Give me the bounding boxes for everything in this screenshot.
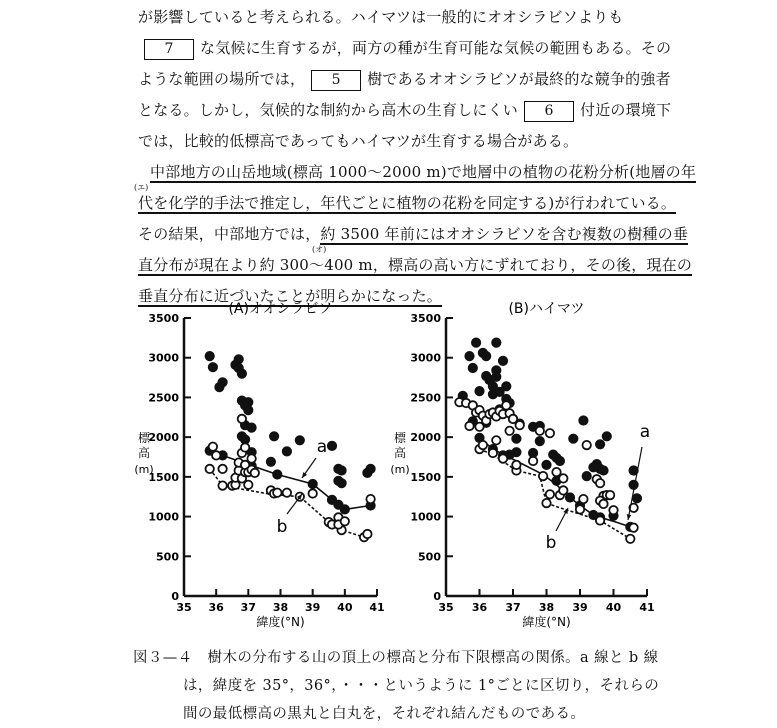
chart-a-filled-point bbox=[309, 480, 317, 488]
underline-o-part2: 直分布が現在より約 300〜400 m，標高の高い方にずれており，その後，現在の bbox=[138, 256, 693, 274]
chart-b-arrowhead-a bbox=[627, 514, 632, 520]
chart-b-open-point bbox=[546, 490, 554, 498]
chart-b-filled-point bbox=[465, 352, 473, 360]
chart-b-filled-point bbox=[492, 373, 500, 381]
chart-a-open-point bbox=[212, 451, 220, 459]
chart-b-open-point bbox=[609, 506, 617, 514]
chart-a-x-tick-label: 36 bbox=[208, 601, 224, 614]
chart-a-filled-point bbox=[206, 352, 214, 360]
body-line-2-text: な気候に生育するが，両方の種が生育可能な気候の範囲もある。その bbox=[200, 39, 672, 57]
chart-b-x-tick-label: 38 bbox=[538, 601, 555, 614]
chart-b-filled-point bbox=[542, 461, 550, 469]
chart-b-filled-point bbox=[469, 364, 477, 372]
chart-a-y-tick-label: 3500 bbox=[148, 312, 179, 325]
chart-a-y-tick-label: 500 bbox=[156, 550, 179, 564]
chart-a-open-point bbox=[206, 465, 214, 473]
chart-b-filled-point bbox=[492, 338, 500, 346]
chart-a-y-tick-label: 2000 bbox=[148, 431, 179, 445]
chart-b-open-point bbox=[499, 454, 507, 462]
chart-b-y-tick-label: 2000 bbox=[410, 431, 441, 445]
chart-a-filled-point bbox=[283, 447, 291, 455]
chart-a-filled-point bbox=[337, 466, 345, 474]
caption-line-2: は，緯度を 35°，36°，・・・というように 1°ごとに区切り，それらの bbox=[183, 678, 660, 694]
chart-b-open-point bbox=[512, 461, 520, 469]
chart-b-open-point bbox=[629, 524, 637, 532]
chart-a-filled-point bbox=[209, 363, 217, 371]
chart-b-open-point bbox=[552, 468, 560, 476]
chart-a-x-tick-label: 35 bbox=[176, 601, 192, 614]
chart-b-filled-point bbox=[566, 493, 574, 501]
chart-a-y-tick-label: 3000 bbox=[148, 351, 179, 365]
chart-b-open-point bbox=[529, 457, 537, 465]
chart-b-filled-point bbox=[536, 437, 544, 445]
marker-e: (エ) bbox=[134, 183, 149, 192]
body-line-3-pre: ような範囲の場所では， bbox=[138, 70, 306, 88]
chart-a-open-point bbox=[218, 465, 226, 473]
chart-b-annotation-b: b bbox=[545, 533, 557, 553]
chart-a-filled-point bbox=[267, 458, 275, 466]
chart-b-open-point bbox=[479, 441, 487, 449]
chart-a-y-axis-label-char1: 標 bbox=[137, 431, 151, 445]
chart-a-y-tick-label: 1500 bbox=[148, 470, 179, 484]
chart-a-arrowhead-a bbox=[302, 472, 307, 478]
chart-b-y-tick-label: 1500 bbox=[410, 470, 441, 484]
chart-b-open-point bbox=[559, 474, 567, 482]
chart-a-open-point bbox=[209, 443, 217, 451]
chart-b-filled-point bbox=[512, 448, 520, 456]
chart-a-open-point bbox=[251, 469, 259, 477]
chart-a-open-point bbox=[341, 517, 349, 525]
chart-b-open-point bbox=[465, 422, 473, 430]
chart-b-open-point bbox=[546, 429, 554, 437]
chart-b-title: (B)ハイマツ bbox=[508, 301, 585, 317]
chart-a-open-point bbox=[283, 489, 291, 497]
chart-b-annotation-a: a bbox=[639, 422, 651, 442]
chart-a-open-point bbox=[309, 489, 317, 497]
blank-box-5: 5 bbox=[311, 70, 361, 91]
chart-a-y-tick-label: 2500 bbox=[148, 391, 179, 405]
chart-b-open-point bbox=[626, 535, 634, 543]
chart-a-filled-point bbox=[247, 423, 255, 431]
chart-b-open-point bbox=[579, 495, 587, 503]
chart-a-filled-point bbox=[273, 470, 281, 478]
chart-b-filled-point bbox=[475, 387, 483, 395]
underline-e-part1: 中部地方の山岳地域(標高 1000〜2000 m)で地層中の植物の花粉分析(地層の年 bbox=[150, 163, 697, 181]
chart-b-filled-point bbox=[603, 432, 611, 440]
chart-b-filled-point bbox=[633, 494, 641, 502]
chart-b-open-point bbox=[516, 421, 524, 429]
chart-b-open-point bbox=[505, 427, 513, 435]
chart-b-y-tick-label: 3500 bbox=[410, 312, 441, 325]
chart-b-y-tick-label: 3000 bbox=[410, 351, 441, 365]
chart-a-y-axis-label-unit: (m) bbox=[134, 463, 154, 476]
chart-a-x-tick-label: 39 bbox=[305, 601, 321, 614]
chart-b-filled-point bbox=[499, 357, 507, 365]
underline-o-part3: 垂直分布に近づいたことが明らかになった。 bbox=[138, 287, 443, 305]
chart-b-filled-point bbox=[583, 472, 591, 480]
chart-b-open-point bbox=[492, 436, 500, 444]
chart-b-x-tick-label: 36 bbox=[471, 601, 488, 614]
chart-a-title: (A)オオシラビソ bbox=[228, 301, 333, 317]
body-line-8-pre: その結果，中部地方では， bbox=[138, 225, 321, 243]
chart-b-open-point bbox=[475, 423, 483, 431]
chart-b-y-tick-label: 0 bbox=[433, 590, 441, 603]
body-line-1: が影響していると考えられる。ハイマツは一般的にオオシラビソよりも bbox=[138, 8, 624, 26]
caption-text-1: 樹木の分布する山の頂上の標高と分布下限標高の関係。a 線と b 線 bbox=[207, 650, 659, 666]
chart-a-open-point bbox=[273, 489, 281, 497]
chart-b-x-tick-label: 37 bbox=[505, 601, 521, 614]
chart-b-y-tick-label: 1000 bbox=[410, 510, 441, 524]
chart-b-open-point bbox=[576, 505, 584, 513]
chart-a-x-tick-label: 41 bbox=[369, 601, 385, 614]
chart-b-y-axis-label-char1: 標 bbox=[393, 431, 407, 445]
chart-b-y-axis-label-unit: (m) bbox=[390, 463, 410, 476]
chart-a-open-point bbox=[247, 454, 255, 462]
chart-b-open-point bbox=[559, 486, 567, 494]
chart-b-filled-point bbox=[599, 466, 607, 474]
underline-o-part1: 約 3500 年前にはオオシラビソを含む複数の樹種の垂 bbox=[320, 225, 689, 243]
chart-b-filled-point bbox=[596, 440, 604, 448]
chart-b-open-point bbox=[489, 449, 497, 457]
caption-line-3: 間の最低標高の黒丸と白丸を，それぞれ結んだものである。 bbox=[183, 706, 586, 722]
caption-line-1 bbox=[133, 648, 658, 668]
chart-b-open-point bbox=[596, 479, 604, 487]
chart-b-open-point bbox=[539, 472, 547, 480]
chart-b-open-point bbox=[596, 516, 604, 524]
chart-a-y-axis-label-char2: 高 bbox=[137, 446, 151, 460]
chart-b-filled-point bbox=[472, 338, 480, 346]
chart-a-filled-point bbox=[270, 432, 278, 440]
blank-box-7: 7 bbox=[144, 39, 194, 60]
chart-a-filled-point bbox=[341, 505, 349, 513]
chart-a-x-axis-label: 緯度(°N) bbox=[256, 615, 305, 629]
chart-a-y-tick-label: 0 bbox=[171, 590, 179, 603]
chart-b-x-tick-label: 41 bbox=[639, 601, 655, 614]
body-line-4-text: 付近の環境下 bbox=[580, 101, 672, 119]
chart-b-x-tick-label: 40 bbox=[605, 601, 622, 614]
chart-b-x-axis-label: 緯度(°N) bbox=[522, 615, 571, 629]
chart-b-filled-point bbox=[579, 416, 587, 424]
chart-b-open-point bbox=[536, 427, 544, 435]
chart-a-open-point bbox=[366, 495, 374, 503]
chart-a-open-point bbox=[218, 481, 226, 489]
chart-a-filled-point bbox=[244, 406, 252, 414]
chart-a-filled-point bbox=[337, 479, 345, 487]
chart-b-open-point bbox=[583, 441, 591, 449]
chart-a-open-point bbox=[241, 443, 249, 451]
chart-a-filled-point bbox=[328, 442, 336, 450]
chart-b-filled-point bbox=[482, 352, 490, 360]
chart-a-filled-point bbox=[296, 436, 304, 444]
chart-a-x-tick-label: 37 bbox=[240, 601, 256, 614]
chart-a-filled-point bbox=[366, 465, 374, 473]
chart-b-open-point bbox=[606, 491, 614, 499]
chart-a-open-point bbox=[244, 481, 252, 489]
chart-b-filled-point bbox=[556, 457, 564, 465]
chart-b-y-tick-label: 500 bbox=[418, 550, 441, 564]
chart-a-filled-point bbox=[238, 369, 246, 377]
underline-e-part2: 代を化学的手法で推定し，年代ごとに植物の花粉を同定する)が行われている。 bbox=[138, 194, 677, 212]
chart-a-annotation-a: a bbox=[316, 437, 328, 457]
chart-a-open-point bbox=[363, 530, 371, 538]
marker-o: (オ) bbox=[312, 245, 327, 254]
chart-a-open-point bbox=[238, 415, 246, 423]
chart-a-filled-point bbox=[218, 378, 226, 386]
chart-a-annotation-b: b bbox=[276, 517, 288, 537]
chart-a-x-tick-label: 40 bbox=[337, 601, 353, 614]
chart-b-y-axis-label-char2: 高 bbox=[393, 446, 407, 460]
body-line-4-pre: となる。しかし，気候的な制約から高木の生育しにくい bbox=[138, 101, 519, 119]
chart-b-filled-point bbox=[502, 382, 510, 390]
chart-b-open-point bbox=[542, 499, 550, 507]
chart-b-y-tick-label: 2500 bbox=[410, 391, 441, 405]
chart-a-x-tick-label: 38 bbox=[272, 601, 289, 614]
blank-box-6: 6 bbox=[524, 101, 574, 122]
chart-b-filled-point bbox=[512, 435, 520, 443]
chart-b-open-point bbox=[599, 500, 607, 508]
chart-b-x-tick-label: 35 bbox=[438, 601, 454, 614]
chart-b-x-tick-label: 39 bbox=[572, 601, 588, 614]
chart-b-filled-point bbox=[569, 435, 577, 443]
chart-a-y-tick-label: 1000 bbox=[148, 510, 179, 524]
body-line-3-text: 樹であるオオシラビソが最終的な競争的強者 bbox=[367, 70, 671, 88]
body-line-5: では，比較的低標高であってもハイマツが生育する場合がある。 bbox=[138, 132, 579, 150]
caption-label: 図３—４ bbox=[133, 650, 193, 666]
chart-a-filled-point bbox=[235, 355, 243, 363]
